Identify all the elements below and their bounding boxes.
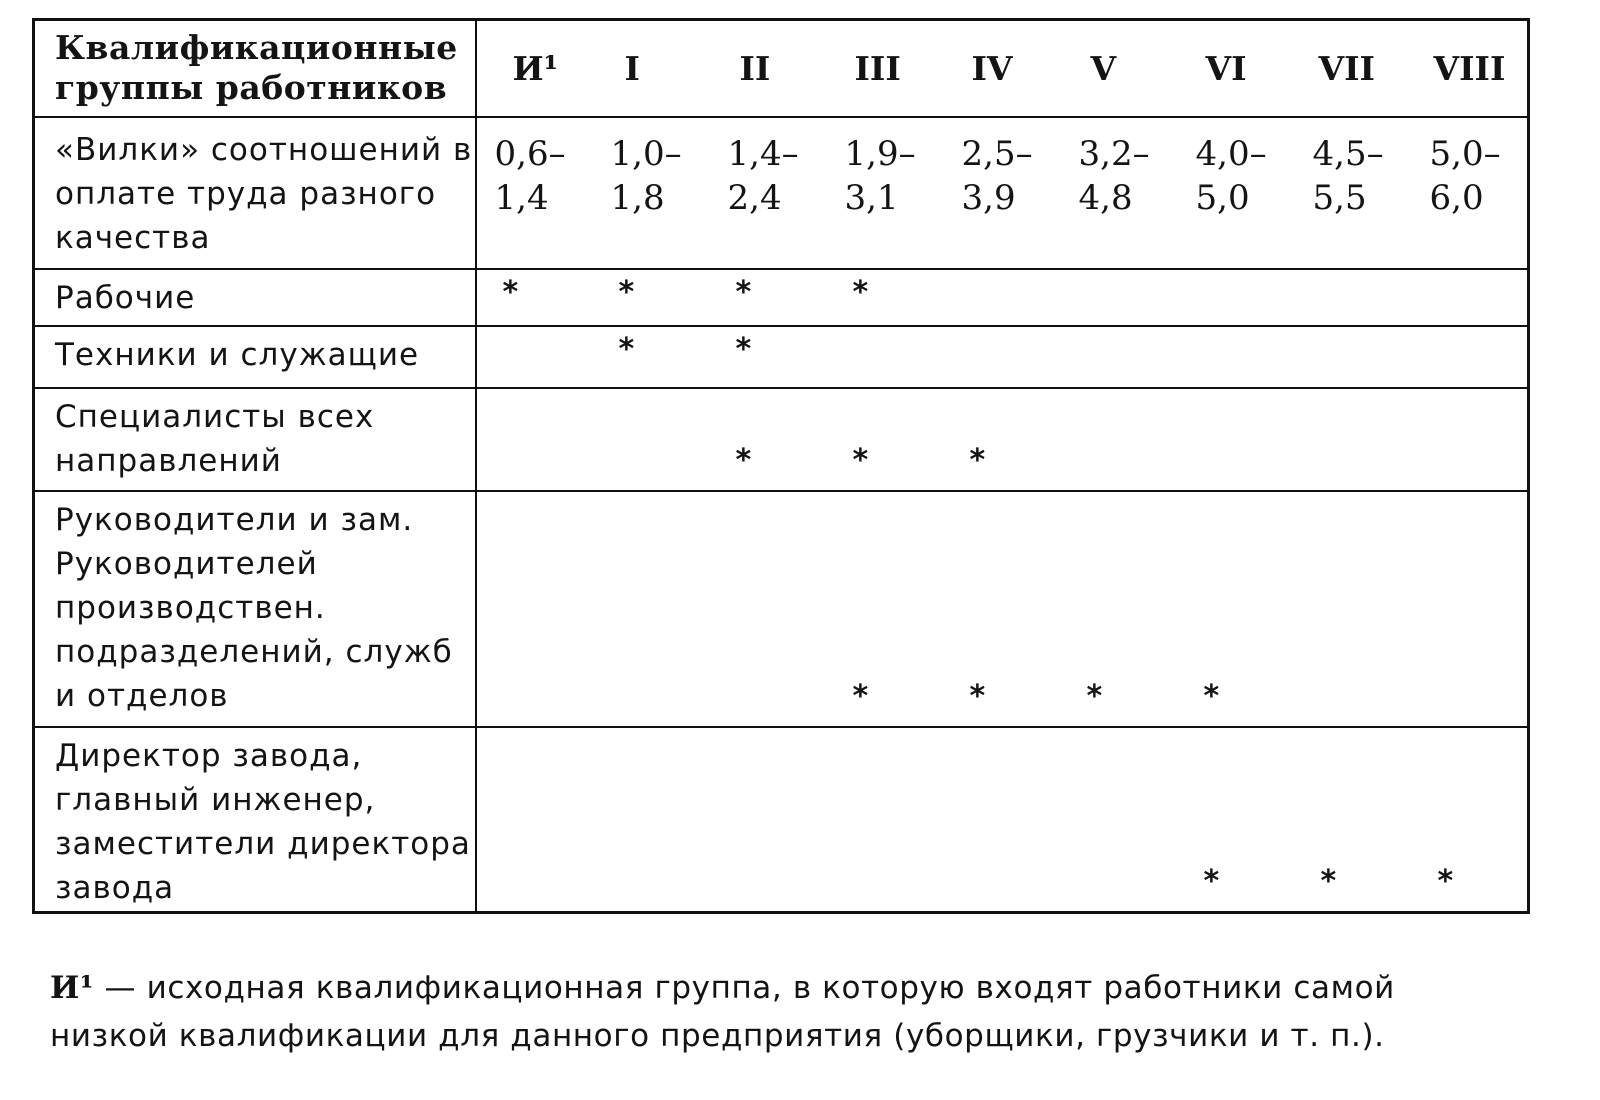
mark-cell: * <box>710 269 827 326</box>
mark-cell: * <box>710 326 827 388</box>
mark-cell: * <box>476 269 593 326</box>
header-label-line2: группы работников <box>55 68 448 108</box>
mark-cell: * <box>593 326 710 388</box>
range-cell: 5,0– 6,0 <box>1412 117 1529 269</box>
mark-cell <box>1412 269 1529 326</box>
mark-cell <box>1178 269 1295 326</box>
mark-cell <box>476 491 593 727</box>
mark-cell <box>1061 326 1178 388</box>
header-label <box>34 20 476 117</box>
group-header: III <box>827 20 944 117</box>
mark-cell <box>1295 326 1412 388</box>
row-label: Техники и служащие <box>34 326 476 388</box>
mark-cell: * <box>710 388 827 491</box>
mark-cell <box>827 326 944 388</box>
qualification-table <box>32 18 1530 914</box>
group-header: IV <box>944 20 1061 117</box>
range-cell: 4,5– 5,5 <box>1295 117 1412 269</box>
table-row <box>34 727 1529 913</box>
mark-cell <box>1412 491 1529 727</box>
table-row <box>34 326 1529 388</box>
mark-cell <box>1061 727 1178 913</box>
mark-cell <box>1061 388 1178 491</box>
table-row <box>34 491 1529 727</box>
mark-cell <box>944 269 1061 326</box>
range-cell: 1,0– 1,8 <box>593 117 710 269</box>
mark-cell <box>1295 388 1412 491</box>
mark-cell: * <box>1295 727 1412 913</box>
footnote-text: — исходная квалификационная группа, в которую входят работники самой низкой квалификации для данного предприятия (уборщики, грузчики и т. п.). <box>50 970 1395 1054</box>
mark-cell: * <box>827 491 944 727</box>
range-cell: 1,9– 3,1 <box>827 117 944 269</box>
footnote <box>50 964 1500 1060</box>
row-label: Директор завода, главный инженер, заместители директора завода <box>34 727 476 913</box>
mark-cell <box>593 727 710 913</box>
mark-cell: * <box>1412 727 1529 913</box>
range-cell: 4,0– 5,0 <box>1178 117 1295 269</box>
row-label: Рабочие <box>34 269 476 326</box>
mark-cell: * <box>593 269 710 326</box>
header-label-line1: Квалификационные <box>55 28 458 68</box>
mark-cell <box>476 326 593 388</box>
mark-cell: * <box>1178 727 1295 913</box>
mark-cell <box>476 388 593 491</box>
table-header-row <box>34 20 1529 117</box>
group-header: II <box>710 20 827 117</box>
mark-cell: * <box>1061 491 1178 727</box>
mark-cell <box>1412 388 1529 491</box>
ranges-label: «Вилки» соотношений в оплате труда разного качества <box>34 117 476 269</box>
mark-cell <box>944 727 1061 913</box>
range-cell: 2,5– 3,9 <box>944 117 1061 269</box>
group-header: VIII <box>1412 20 1529 117</box>
range-cell: 1,4– 2,4 <box>710 117 827 269</box>
mark-cell <box>593 388 710 491</box>
mark-cell: * <box>944 491 1061 727</box>
mark-cell <box>1178 388 1295 491</box>
mark-cell <box>827 727 944 913</box>
mark-cell: * <box>1178 491 1295 727</box>
range-cell: 0,6– 1,4 <box>476 117 593 269</box>
group-header: V <box>1061 20 1178 117</box>
table-row <box>34 388 1529 491</box>
mark-cell: * <box>827 388 944 491</box>
mark-cell <box>1061 269 1178 326</box>
mark-cell: * <box>827 269 944 326</box>
mark-cell <box>710 491 827 727</box>
mark-cell <box>1178 326 1295 388</box>
footnote-key: И¹ <box>50 970 95 1006</box>
range-cell: 3,2– 4,8 <box>1061 117 1178 269</box>
group-header: И¹ <box>476 20 593 117</box>
mark-cell <box>1412 326 1529 388</box>
ranges-row <box>34 117 1529 269</box>
group-header: VI <box>1178 20 1295 117</box>
group-header: VII <box>1295 20 1412 117</box>
row-label: Специалисты всех направлений <box>34 388 476 491</box>
group-header: I <box>593 20 710 117</box>
mark-cell <box>710 727 827 913</box>
mark-cell <box>1295 269 1412 326</box>
mark-cell <box>1295 491 1412 727</box>
mark-cell <box>593 491 710 727</box>
mark-cell <box>944 326 1061 388</box>
mark-cell: * <box>944 388 1061 491</box>
mark-cell <box>476 727 593 913</box>
table-row <box>34 269 1529 326</box>
row-label: Руководители и зам. Руководителей производствен. подразделений, служб и отделов <box>34 491 476 727</box>
